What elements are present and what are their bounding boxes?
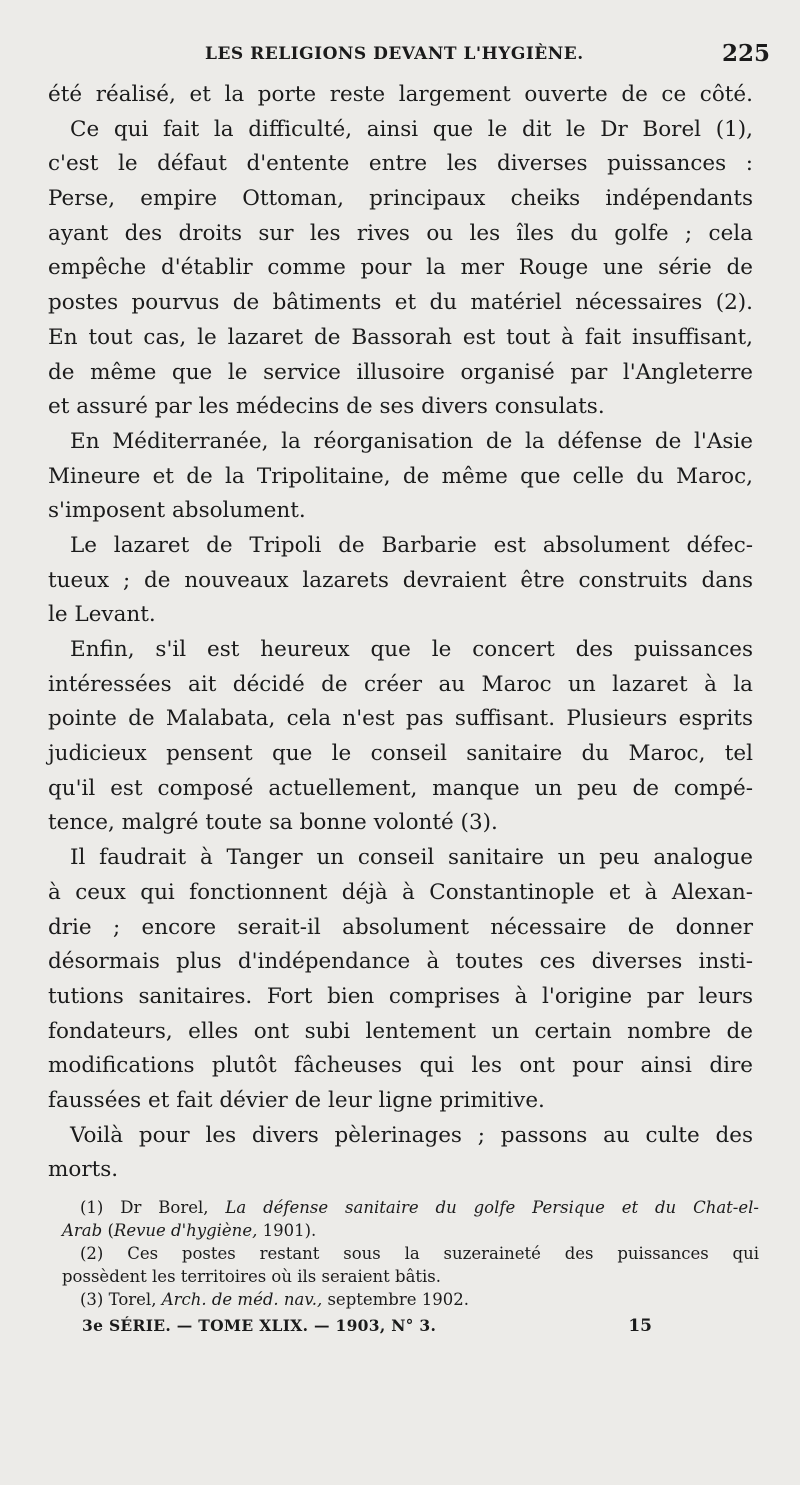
- footnote-3-author: (3) Torel,: [80, 1290, 157, 1309]
- footnote-1-title: La défense sanitaire du golfe Persique et du Chat-el-: [225, 1198, 759, 1217]
- text-line: Enfin, s'il est heureux que le concert des puissances: [70, 637, 753, 662]
- text-line: fondateurs, elles ont subi lentement un certain nombre de: [48, 1018, 753, 1044]
- footnote-1-title-end: Arab: [62, 1221, 103, 1240]
- text-line: Voilà pour les divers pèlerinages ; passons au culte des: [70, 1122, 753, 1148]
- page-number: 225: [721, 40, 770, 67]
- text-line: postes pourvus de bâtiments et du matériel nécessaires (2).: [48, 290, 753, 316]
- text-line: empêche d'établir comme pour la mer Rouge une série de: [48, 255, 753, 281]
- text-line: s'imposent absolument.: [48, 498, 306, 524]
- text-line: désormais plus d'indépendance à toutes ces diverses insti-: [48, 949, 753, 975]
- footnote-1: [62, 1196, 759, 1219]
- text-line: qu'il est composé actuellement, manque un peu de compé-: [48, 775, 753, 801]
- footnote-2-cont: possèdent les territoires où ils seraient bâtis.: [62, 1267, 442, 1286]
- footnote-1-cont: Arab (Revue d'hygiène, 1901).: [62, 1221, 317, 1240]
- text-line: En Méditerranée, la réorganisation de la défense de l'Asie: [70, 428, 753, 454]
- footnote-1-marker: (1) Dr Borel,: [80, 1198, 209, 1217]
- text-line: En tout cas, le lazaret de Bassorah est tout à fait insuffisant,: [48, 324, 753, 350]
- footnote-3-journal: Arch. de méd. nav.,: [161, 1290, 323, 1309]
- text-line: tueux ; de nouveaux lazarets devraient être construits dans: [48, 567, 753, 593]
- page-footer: [82, 1316, 652, 1342]
- text-line: Ce qui fait la difficulté, ainsi que le dit le Dr Borel (1),: [70, 116, 753, 142]
- text-line: et assuré par les médecins de ses divers consulats.: [48, 394, 605, 420]
- text-line: Perse, empire Ottoman, principaux cheiks indépendants: [48, 186, 753, 212]
- running-head: [205, 40, 770, 74]
- text-line: faussées et fait dévier de leur ligne primitive.: [48, 1087, 545, 1113]
- text-line: ayant des droits sur les rives ou les îles du golfe ; cela: [48, 220, 753, 246]
- text-line: drie ; encore serait-il absolument nécessaire de donner: [48, 914, 753, 940]
- signature-line: 3e SÉRIE. — TOME XLIX. — 1903, N° 3.: [82, 1316, 437, 1335]
- text-line: tutions sanitaires. Fort bien comprises à l'origine par leurs: [48, 983, 753, 1009]
- text-line: intéressées ait décidé de créer au Maroc un lazaret à la: [48, 671, 753, 697]
- footnote-3-date: septembre 1902.: [327, 1290, 469, 1309]
- text-line: judicieux pensent que le conseil sanitaire du Maroc, tel: [48, 741, 753, 767]
- text-line: Le lazaret de Tripoli de Barbarie est absolument défec-: [70, 532, 753, 558]
- footnote-3: [62, 1288, 759, 1311]
- text-line: modifications plutôt fâcheuses qui les ont pour ainsi dire: [48, 1053, 753, 1079]
- footnote-1-journal: Revue d'hygiène,: [113, 1221, 258, 1240]
- text-line: à ceux qui fonctionnent déjà à Constantinople et à Alexan-: [48, 879, 753, 905]
- signature-number: 15: [628, 1316, 652, 1336]
- text-line: tence, malgré toute sa bonne volonté (3).: [48, 810, 498, 836]
- text-line: Mineure et de la Tripolitaine, de même que celle du Maroc,: [48, 463, 753, 489]
- text-line: de même que le service illusoire organisé par l'Angleterre: [48, 359, 753, 385]
- footnote-2: (2) Ces postes restant sous la suzeraineté des puissances qui: [80, 1244, 759, 1263]
- text-line: c'est le défaut d'entente entre les diverses puissances :: [48, 151, 753, 177]
- text-line: le Levant.: [48, 602, 156, 628]
- footnote-1-year: 1901).: [262, 1221, 317, 1240]
- body-text: [48, 78, 753, 1188]
- text-line: été réalisé, et la porte reste largement ouverte de ce côté.: [48, 82, 753, 107]
- footnotes: [62, 1196, 759, 1311]
- running-title: LES RELIGIONS DEVANT L'HYGIÈNE.: [205, 44, 584, 64]
- text-line: morts.: [48, 1157, 119, 1183]
- text-line: Il faudrait à Tanger un conseil sanitaire un peu analogue: [70, 845, 753, 871]
- text-line: pointe de Malabata, cela n'est pas suffisant. Plusieurs esprits: [48, 706, 753, 732]
